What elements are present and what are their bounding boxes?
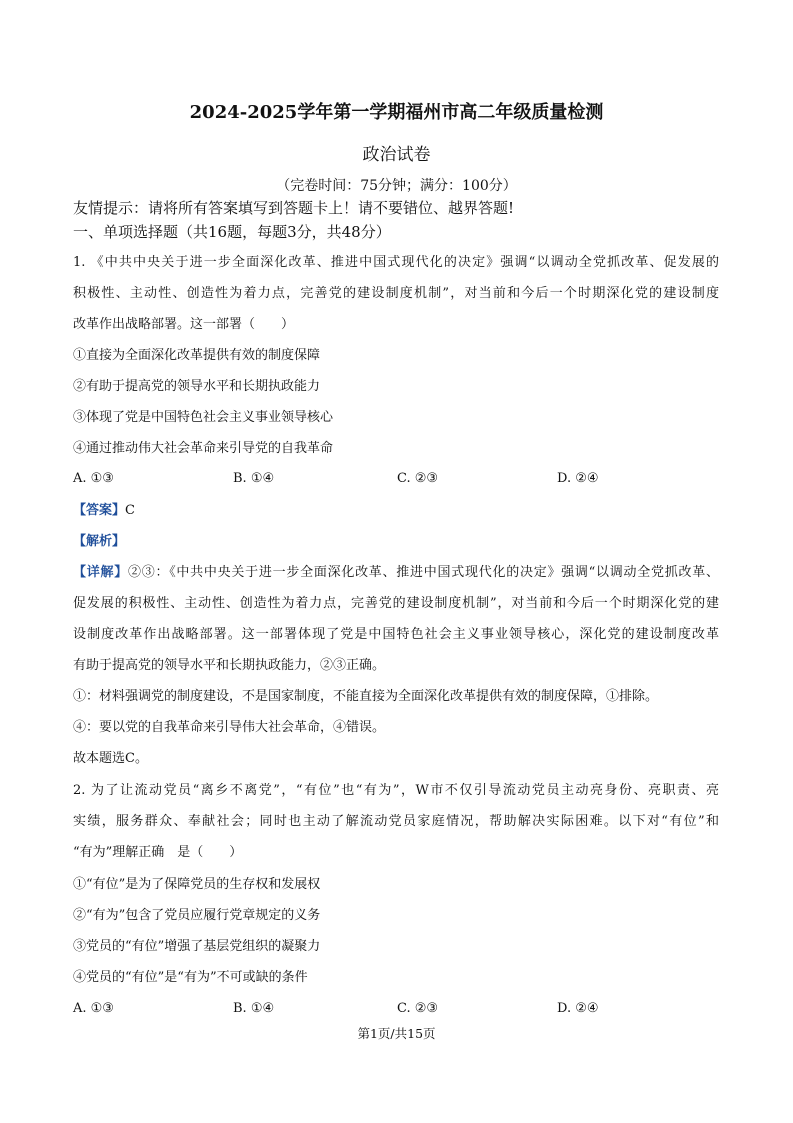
analysis-label: 【解析】 — [73, 534, 126, 549]
q2-item-4: ④党员的“有位”是“有为”不可或缺的条件 — [73, 970, 308, 985]
q1-option-a: A. ①③ — [73, 471, 114, 486]
section-heading: 一、单项选择题（共16题，每题3分，共48分） — [73, 223, 391, 241]
q1-option-b: B. ①④ — [233, 471, 275, 486]
q1-detail-line-3: 设制度改革作出战略部署。这一部署体现了党是中国特色社会主义事业领导核心，深化党的建设制度改革 — [73, 627, 719, 642]
q1-answer — [73, 502, 135, 520]
q1-item-3: ③体现了党是中国特色社会主义事业领导核心 — [73, 410, 334, 425]
q1-detail-line-5: ①：材料强调党的制度建设，不是国家制度，不能直接为全面深化改革提供有效的制度保障，①排除。 — [73, 689, 659, 704]
q1-detail-line-1: 【详解】②③：《中共中央关于进一步全面深化改革、推进中国式现代化的决定》强调“以调动全党抓改革、 — [73, 565, 719, 580]
detail-label: 【详解】 — [73, 565, 128, 580]
q1-stem-line-2: 积极性、主动性、创造性为着力点，完善党的建设制度机制”，对当前和今后一个时期深化党的建设制度 — [73, 286, 719, 301]
q2-option-b: B. ①④ — [233, 1001, 275, 1016]
answer-value: C — [125, 503, 135, 518]
q1-stem-line-3: 改革作出战略部署。这一部署（ ） — [73, 317, 295, 332]
exam-subtitle: 政治试卷 — [362, 145, 431, 165]
page-footer: 第1页/共15页 — [357, 1026, 436, 1041]
q2-stem-line-3: “有为”理解正确 是（ ） — [73, 845, 243, 860]
q1-option-c: C. ②③ — [397, 471, 439, 486]
q2-stem-line-1: 2. 为了让流动党员“离乡不离党”，“有位”也“有为”，W市不仅引导流动党员主动亮身份、亮职责、亮 — [73, 783, 719, 798]
q2-option-d: D. ②④ — [557, 1001, 599, 1016]
q1-stem-line-1: 1. 《中共中央关于进一步全面深化改革、推进中国式现代化的决定》强调“以调动全党抓改革、促发展的 — [73, 255, 719, 270]
q1-analysis — [73, 533, 125, 551]
q1-item-2: ②有助于提高党的领导水平和长期执政能力 — [73, 379, 321, 394]
answer-label: 【答案】 — [73, 503, 126, 518]
q2-option-c: C. ②③ — [397, 1001, 439, 1016]
exam-tip: 友情提示：请将所有答案填写到答题卡上！请不要错位、越界答题! — [73, 199, 515, 217]
q2-item-3: ③党员的“有位”增强了基层党组织的凝聚力 — [73, 939, 321, 954]
exam-title: 2024-2025学年第一学期福州市高二年级质量检测 — [189, 102, 604, 123]
q1-detail-line-7: 故本题选C。 — [73, 751, 148, 766]
q1-detail-line-6: ④：要以党的自我革命来引导伟大社会革命，④错误。 — [73, 720, 386, 735]
q2-item-1: ①“有位”是为了保障党员的生存权和发展权 — [73, 877, 321, 892]
q2-option-a: A. ①③ — [73, 1001, 114, 1016]
q1-item-1: ①直接为全面深化改革提供有效的制度保障 — [73, 348, 321, 363]
q2-item-2: ②“有为”包含了党员应履行党章规定的义务 — [73, 908, 321, 923]
q1-detail-line-2: 促发展的积极性、主动性、创造性为着力点，完善党的建设制度机制”，对当前和今后一个时期深化党的建 — [73, 596, 719, 611]
exam-time-score: （完卷时间：75分钟；满分：100分） — [276, 178, 517, 194]
q1-detail-line-4: 有助于提高党的领导水平和长期执政能力，②③正确。 — [73, 658, 386, 673]
q1-option-d: D. ②④ — [557, 471, 599, 486]
q1-item-4: ④通过推动伟大社会革命来引导党的自我革命 — [73, 441, 334, 456]
q2-stem-line-2: 实绩，服务群众、奉献社会；同时也主动了解流动党员家庭情况，帮助解决实际困难。以下对“有位”和 — [73, 814, 719, 829]
